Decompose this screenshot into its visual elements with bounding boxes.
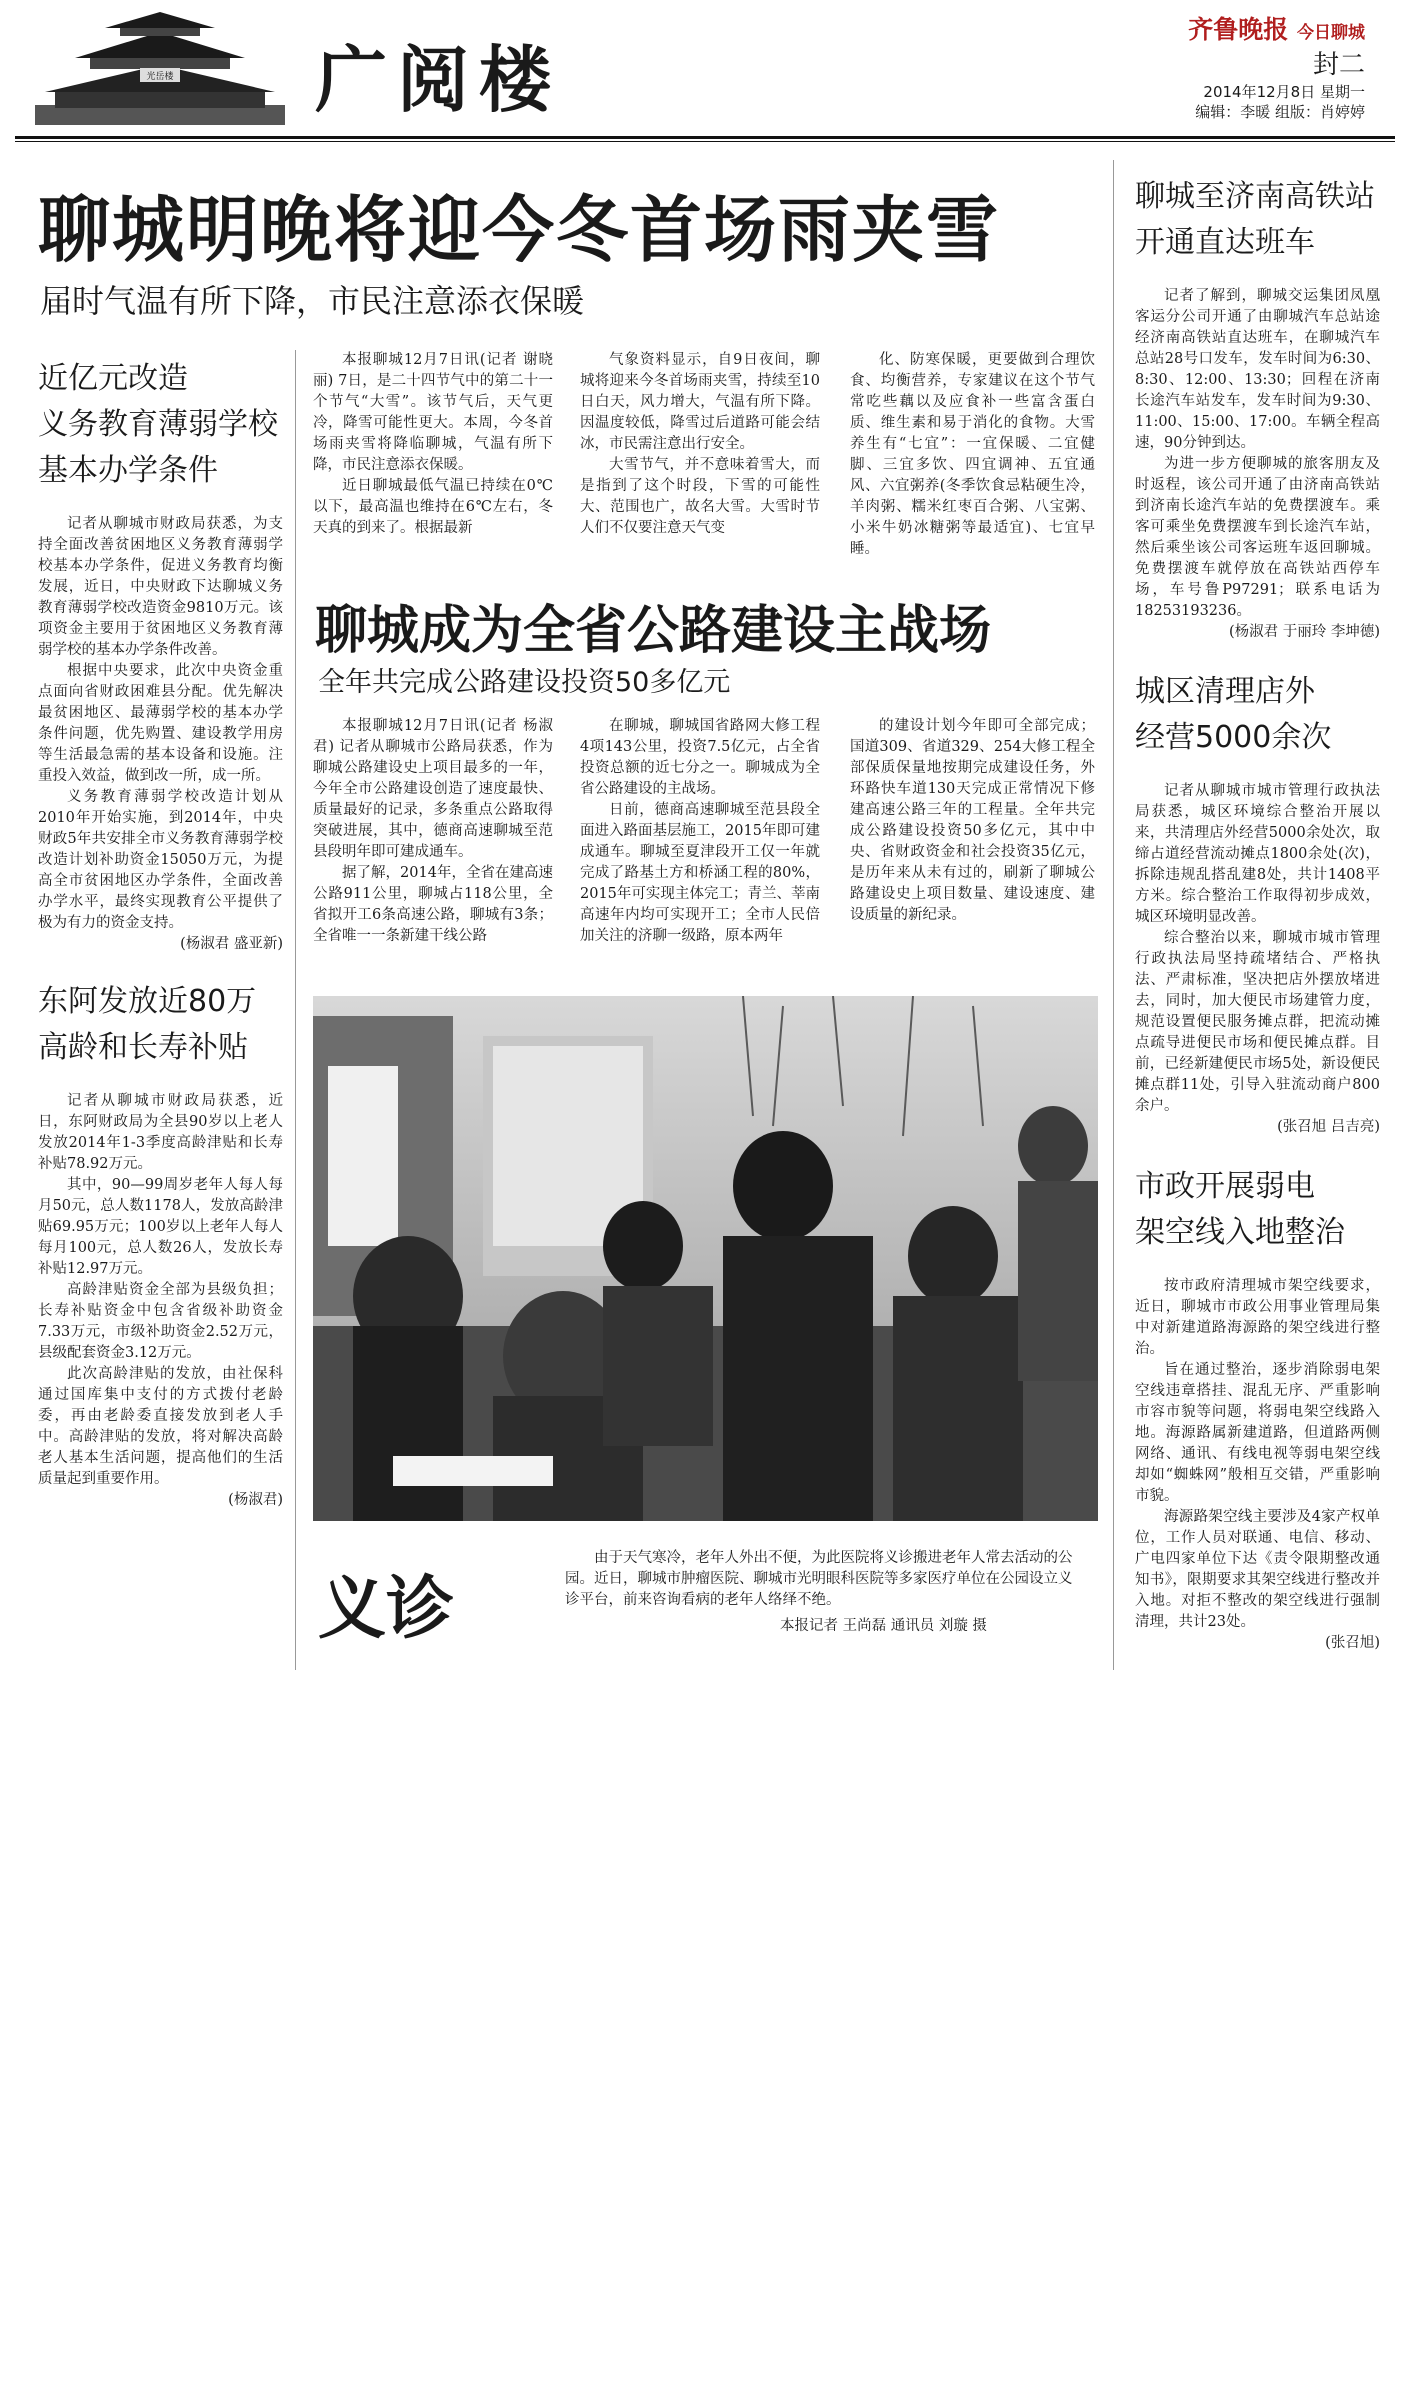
article-headline: 城区清理店外 (1135, 674, 1315, 709)
article-headline: 义务教育薄弱学校 (38, 407, 278, 442)
masthead-rule (15, 136, 1395, 139)
lead-paragraph: 本报聊城12月7日讯(记者 谢晓丽) 7日，是二十四节气中的第二十一个节气“大雪”。该节气后，天气更冷，降雪可能性更大。本周，今冬首场雨夹雪将降临聊城，气温有所下降，市民注意添衣保暖。 (313, 352, 553, 473)
lead-paragraph: 近日聊城最低气温已持续在0℃以下，最高温也维持在6℃左右，冬天真的到来了。根据最新 (313, 478, 553, 536)
lead-column-1 (313, 350, 553, 539)
article-headline: 高龄和长寿补贴 (38, 1030, 248, 1065)
road-paragraph: 据了解，2014年，全省在建高速公路911公里，聊城占118公里，全省拟开工6条高速公路，聊城有3条；全省唯一一条新建干线公路 (313, 865, 553, 944)
lead-column-2 (580, 350, 820, 539)
road-column-1 (313, 716, 553, 947)
article-headline: 经营5000余次 (1135, 720, 1332, 755)
column-divider-right (1113, 160, 1114, 1670)
lead-column-3 (850, 350, 1095, 560)
paper-name (1188, 10, 1365, 46)
photo-title: 义诊 (318, 1570, 455, 1649)
article-paragraph: 记者从聊城市财政局获悉，近日，东阿财政局为全县90岁以上老人发放2014年1-3季度高龄津贴和长寿补贴78.92万元。 (38, 1093, 283, 1172)
masthead-rule-thin (15, 141, 1395, 142)
road-paragraph: 本报聊城12月7日讯(记者 杨淑君) 记者从聊城市公路局获悉，作为聊城公路建设史上项目最多的一年，今年全市公路建设创造了速度最快、质量最好的记录，多条重点公路取得突破进展，其中，德商高速聊城至范县段明年即可建成通车。 (313, 718, 553, 860)
page-number: 封二 (1312, 50, 1365, 80)
article-paragraph: 旨在通过整治，逐步消除弱电架空线违章搭挂、混乱无序、严重影响市容市貌等问题，将弱电架空线路入地。海源路属新建道路，但道路两侧网络、通讯、有线电视等弱电架空线却如“蜘蛛网”般相互交错，严重影响市貌。 (1135, 1362, 1380, 1504)
issue-date: 2014年12月8日 星期一 (1203, 83, 1365, 101)
road-subheadline: 全年共完成公路建设投资50多亿元 (318, 667, 731, 698)
article-headline: 近亿元改造 (38, 361, 188, 396)
article-headline: 基本办学条件 (38, 453, 218, 488)
lead-paragraph: 化、防寒保暖，更要做到合理饮食、均衡营养，专家建议在这个节气常吃些藕以及应食补一些富含蛋白质、维生素和易于消化的食物。大雪养生有“七宜”：一宜保暖、二宜健脚、三宜多饮、四宜调神、五宜通风、六宜粥养(冬季饮食忌粘硬生冷，羊肉粥、糯米红枣百合粥、八宝粥、小米牛奶冰糖粥等最适宜)、七宜早睡。 (850, 352, 1095, 557)
article-headline: 市政开展弱电 (1135, 1169, 1315, 1204)
article-paragraph: 其中，90—99周岁老年人每人每月50元，总人数1178人，发放高龄津贴69.95万元；100岁以上老年人每人每月100元，总人数26人，发放长寿补贴12.97万元。 (38, 1177, 283, 1277)
article-paragraph: 记者从聊城市城市管理行政执法局获悉，城区环境综合整治开展以来，共清理店外经营5000余处次，取缔占道经营流动摊点1800余处(次)，拆除违规乱搭乱建8处，共计1408平方米。综合整治工作取得初步成效，城区环境明显改善。 (1135, 783, 1380, 925)
lead-headline: 聊城明晚将迎今冬首场雨夹雪 (38, 188, 1001, 272)
article-headline: 架空线入地整治 (1135, 1215, 1345, 1250)
photo-caption: 由于天气寒冷，老年人外出不便，为此医院将义诊搬进老年人常去活动的公园。近日，聊城市肿瘤医院、聊城市光明眼科医院等多家医疗单位在公园设立义诊平台，前来咨询看病的老年人络绎不绝。 (565, 1550, 1073, 1608)
road-paragraph: 的建设计划今年即可全部完成；国道309、省道329、254大修工程全部保质保量地按期完成建设任务，外环路快车道130天完成正常情况下修建高速公路三年的工程量。全年共完成公路建设投资50多亿元，其中中央、省财政资金和社会投资35亿元，是历年来从未有过的，刷新了聊城公路建设史上项目数量、建设速度、建设质量的新纪录。 (850, 718, 1095, 923)
masthead (10, 0, 1395, 140)
article-paragraph: 高龄津贴资金全部为县级负担；长寿补贴资金中包含省级补助资金7.33万元，市级补助资金2.52万元，县级配套资金3.12万元。 (38, 1282, 283, 1361)
right-column (1135, 174, 1380, 1654)
article-byline: (张召旭 吕吉亮) (1277, 1119, 1380, 1135)
road-paragraph: 在聊城，聊城国省路网大修工程4项143公里，投资7.5亿元，占全省投资总额的近七分之一。聊城成为全省公路建设的主战场。 (580, 718, 820, 797)
article-byline: (张召旭) (1325, 1635, 1380, 1651)
pagoda-illustration-icon (35, 10, 285, 125)
article-paragraph: 义务教育薄弱学校改造计划从2010年开始实施，到2014年，中央财政5年共安排全市义务教育薄弱学校改造计划补助资金15050万元，为提高全市贫困地区办学条件，全面改善办学水平，最终实现教育公平提供了极为有力的资金支持。 (38, 789, 283, 931)
road-paragraph: 日前，德商高速聊城至范县段全面进入路面基层施工，2015年即可建成通车。聊城至夏津段开工仅一年就完成了路基土方和桥涵工程的80%，2015年可实现主体完工；青兰、莘南高速年内均可实现开工；全市人民倍加关注的济聊一级路，原本两年 (580, 802, 820, 944)
article-byline: (杨淑君 盛亚新) (180, 936, 283, 952)
column-divider-left (295, 350, 296, 1670)
article-paragraph: 海源路架空线主要涉及4家产权单位，工作人员对联通、电信、移动、广电四家单位下达《责令限期整改通知书》，限期要求其架空线进行整改并入地。对拒不整改的架空线进行强制清理，共计23处。 (1135, 1509, 1380, 1630)
article-paragraph: 根据中央要求，此次中央资金重点面向省财政困难县分配。优先解决最贫困地区、最薄弱学校的基本办学条件问题，优先购置、建设教学用房等生活最急需的基本设备和设施。注重投入效益，做到改一所，成一所。 (38, 663, 283, 784)
article-paragraph: 为进一步方便聊城的旅客朋友及时返程，该公司开通了由济南高铁站到济南长途汽车站的免费摆渡车。乘客可乘坐免费摆渡车到长途汽车站，然后乘坐该公司客运班车返回聊城。免费摆渡车就停放在高铁站西停车场，车号鲁P97291；联系电话为18253193236。 (1135, 456, 1380, 619)
lead-subheadline: 届时气温有所下降，市民注意添衣保暖 (40, 282, 585, 320)
article-byline: (杨淑君) (228, 1492, 283, 1508)
article-paragraph: 综合整治以来，聊城市城市管理行政执法局坚持疏堵结合、严格执法、严肃标准，坚决把店外摆放堵进去，同时，加大便民市场建管力度，规范设置便民服务摊点群，把流动摊点疏导进便民市场和便民摊点群。目前，已经新建便民市场5处，新设便民摊点群11处，引导入驻流动商户800余户。 (1135, 930, 1380, 1114)
article-paragraph: 按市政府清理城市架空线要求，近日，聊城市市政公用事业管理局集中对新建道路海源路的架空线进行整治。 (1135, 1278, 1380, 1357)
article-paragraph: 记者从聊城市财政局获悉，为支持全面改善贫困地区义务教育薄弱学校基本办学条件，促进义务教育均衡发展，近日，中央财政下达聊城义务教育薄弱学校改造资金9810万元。该项资金主要用于贫困地区义务教育薄弱学校的基本办学条件改善。 (38, 516, 283, 658)
svg-text:光岳楼: 光岳楼 (146, 72, 174, 82)
section-title: 广阅楼 (315, 37, 562, 122)
free-clinic-photo-illustration-icon (313, 996, 1098, 1521)
road-headline: 聊城成为全省公路建设主战场 (315, 601, 992, 661)
free-clinic-photo (313, 996, 1098, 1521)
road-column-2 (580, 716, 820, 947)
article-paragraph: 此次高龄津贴的发放，由社保科通过国库集中支付的方式拨付老龄委，再由老龄委直接发放到老人手中。高龄津贴的发放，将对解决高龄老人基本生活问题，提高他们的生活质量起到重要作用。 (38, 1366, 283, 1487)
article-headline: 聊城至济南高铁站 (1135, 179, 1375, 214)
edition-name: 今日聊城 (1297, 23, 1365, 43)
road-column-3 (850, 716, 1095, 926)
article-paragraph: 记者了解到，聊城交运集团凤凰客运分公司开通了由聊城汽车总站途经济南高铁站直达班车，在聊城汽车总站28号口发车，发车时间为6:30、8:30、12:00、13:30；回程在济南长途汽车站发车，发车时间为9:30、11:00、15:00、17:00。车辆全程高速，90分钟到达。 (1135, 288, 1380, 451)
lead-paragraph: 大雪节气，并不意味着雪大，而是指到了这个时段，下雪的可能性大、范围也广，故名大雪。大雪时节人们不仅要注意天气变 (580, 457, 820, 536)
article-headline: 开通直达班车 (1135, 225, 1315, 260)
editors-line: 编辑：李暖 组版：肖婷婷 (1195, 103, 1365, 121)
article-headline: 东阿发放近80万 (38, 984, 257, 1019)
left-column (38, 356, 283, 1511)
article-byline: (杨淑君 于丽玲 李坤德) (1228, 624, 1380, 640)
dateline (1195, 82, 1365, 122)
photo-credit: 本报记者 王尚磊 通讯员 刘璇 摄 (780, 1618, 987, 1634)
lead-paragraph: 气象资料显示，自9日夜间，聊城将迎来今冬首场雨夹雪，持续至10日白天，风力增大，气温有所下降。因温度较低，降雪过后道路可能会结冰，市民需注意出行安全。 (580, 352, 820, 452)
paper-name-text: 齐鲁晚报 (1188, 15, 1289, 44)
